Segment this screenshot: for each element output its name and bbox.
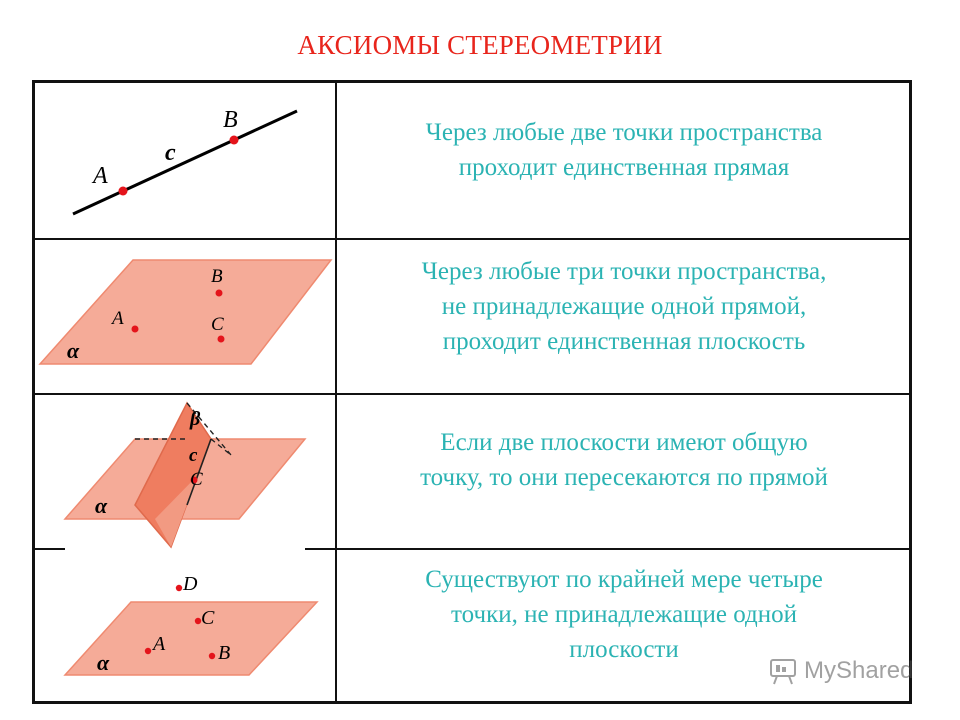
label-c: C (201, 607, 215, 629)
axiom-4-line-3: плоскости (569, 636, 679, 663)
label-b: B (211, 266, 223, 287)
axiom-2-line-1: Через любые три точки пространства, (421, 258, 827, 285)
intersecting-planes-figure (35, 393, 335, 563)
label-c: C (211, 314, 224, 335)
axiom-row-3 (35, 393, 909, 548)
label-alpha: α (95, 493, 108, 518)
label-alpha: α (97, 650, 110, 675)
point-c (218, 336, 225, 343)
label-b: B (223, 107, 238, 133)
axioms-table (32, 80, 912, 704)
label-a: A (93, 163, 108, 189)
axiom-3-line-2: точку, то они пересекаются по прямой (420, 464, 828, 491)
point-b (230, 136, 239, 145)
watermark (768, 654, 913, 688)
plane-alpha (40, 260, 331, 364)
axiom-1-line-2: проходит единственная прямая (458, 154, 790, 181)
label-c: c (165, 140, 176, 166)
axiom-1-text (339, 115, 909, 185)
point-b (209, 653, 215, 659)
label-c-point: C (190, 469, 203, 490)
point-a (119, 187, 128, 196)
axiom-2-text (339, 254, 909, 359)
label-beta: β (190, 408, 201, 430)
label-a: A (112, 308, 124, 329)
presentation-board-icon (768, 656, 798, 686)
axiom-4-line-1: Существуют по крайней мере четыре (425, 566, 823, 593)
label-alpha: α (67, 338, 80, 363)
label-d: D (183, 573, 198, 595)
axiom-row-2 (35, 238, 909, 393)
axiom-4-line-2: точки, не принадлежащие одной (451, 601, 797, 628)
point-a (145, 648, 151, 654)
axiom-3-text (339, 425, 909, 495)
label-a: A (153, 633, 166, 655)
axiom-2-line-3: проходит единственная плоскость (442, 328, 806, 355)
page-title: АКСИОМЫ СТЕРЕОМЕТРИИ (297, 30, 663, 60)
watermark-text: MyShared (804, 657, 914, 684)
axiom-3-line-1: Если две плоскости имеют общую (440, 429, 808, 456)
axiom-4-text (339, 562, 909, 667)
point-b (216, 290, 223, 297)
axiom-row-1 (35, 83, 909, 238)
label-c-line: c (189, 445, 198, 466)
point-a (132, 326, 139, 333)
axiom-2-line-2: не принадлежащие одной прямой, (441, 293, 807, 320)
label-b: B (218, 642, 231, 664)
plane-through-three-points-figure (35, 238, 335, 393)
point-d (176, 585, 182, 591)
four-points-figure (35, 548, 335, 701)
line-through-two-points-figure (35, 83, 335, 238)
axiom-1-line-1: Через любые две точки пространства (425, 119, 823, 146)
